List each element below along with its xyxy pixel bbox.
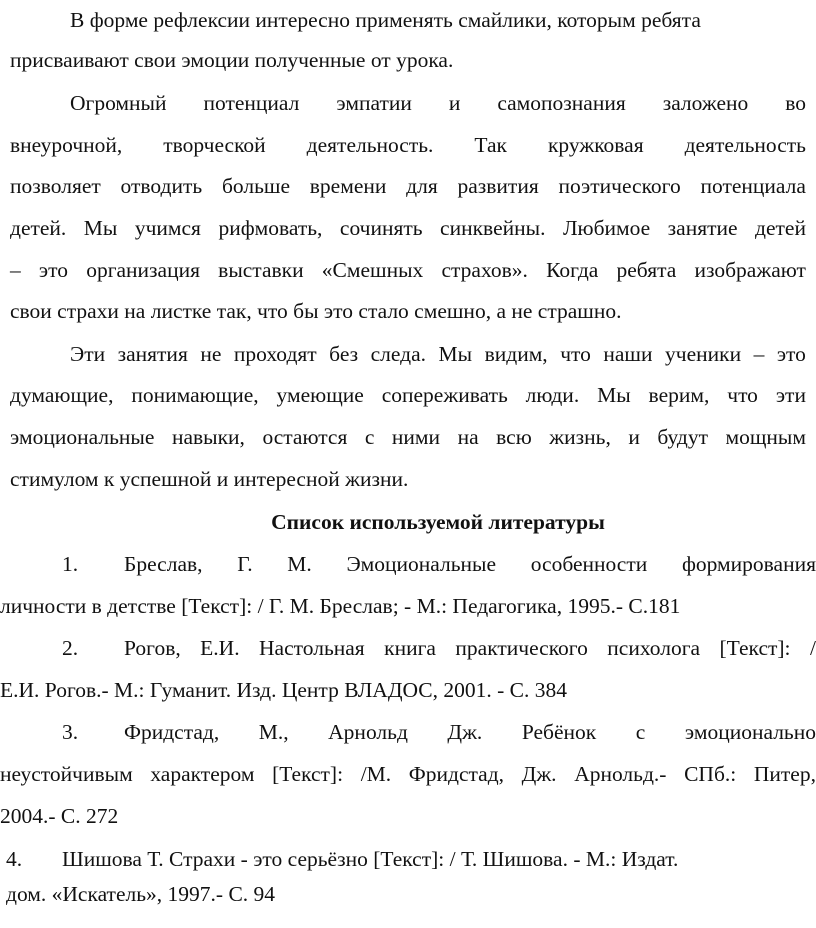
word: и (628, 425, 640, 449)
word: организация (86, 258, 200, 282)
word: ними (391, 425, 441, 449)
word: следа. (370, 342, 427, 366)
word: Когда (546, 258, 599, 282)
word: на (457, 425, 479, 449)
word: Любимое (562, 216, 651, 240)
word: что (560, 342, 591, 366)
word: больше (221, 174, 291, 198)
word: – (753, 342, 765, 366)
word: Дж. (447, 720, 483, 744)
word: учимся (134, 216, 201, 240)
word: творческой (163, 133, 266, 157)
word: развития (457, 174, 539, 198)
word: синквейны. (440, 216, 546, 240)
paragraph-line (10, 423, 806, 451)
word: ученики (665, 342, 742, 366)
reference-line (124, 718, 816, 746)
word: детей (755, 216, 806, 240)
word: Огромный (70, 91, 167, 115)
word: что (727, 383, 758, 407)
word: Арнольд (328, 720, 408, 744)
word: Арнольд.- (574, 762, 667, 786)
word: потенциала (700, 174, 806, 198)
word: выставки (218, 258, 304, 282)
word: М. (287, 552, 312, 576)
word: сочинять (339, 216, 423, 240)
word: это (776, 342, 806, 366)
reference-number: 3. (62, 720, 79, 744)
word: навыки, (171, 425, 245, 449)
reference-line: Шишова Т. Страхи - это серьёзно [Текст]: / Т. Шишова. - М.: Издат. (62, 847, 679, 871)
reference-line: личности в детстве [Текст]: / Г. М. Бреслав; - М.: Педагогика, 1995.- С.181 (0, 594, 681, 618)
word: эмпатии (336, 91, 412, 115)
word: эти (775, 383, 806, 407)
word: рифмовать, (218, 216, 323, 240)
word: Эмоциональные (346, 552, 497, 576)
word: неустойчивым (0, 762, 133, 786)
word: – (10, 258, 21, 282)
word: позволяет (10, 174, 101, 198)
word: видим, (484, 342, 548, 366)
word: занятия (117, 342, 188, 366)
paragraph-line: свои страхи на листке так, что бы это стало смешно, а не страшно. (10, 299, 622, 323)
word: для (406, 174, 438, 198)
word: практического (455, 636, 588, 660)
reference-line: дом. «Искатель», 1997.- С. 94 (6, 882, 276, 906)
word: СПб.: (684, 762, 737, 786)
word: Ребёнок (521, 720, 597, 744)
word: Е.И. (200, 636, 240, 660)
reference-line (124, 634, 816, 662)
word: М., (258, 720, 289, 744)
paragraph-line: В форме рефлексии интересно применять смайлики, которым ребята (70, 8, 701, 32)
word: детей. (10, 216, 67, 240)
word: характером (150, 762, 255, 786)
paragraph-line (70, 89, 806, 117)
word: формирования (681, 552, 816, 576)
word: самопознания (497, 91, 626, 115)
word: сопереживать (381, 383, 508, 407)
word: Так (474, 133, 507, 157)
word: с (364, 425, 375, 449)
reference-number: 1. (62, 552, 79, 576)
word: понимающие, (131, 383, 259, 407)
word: с (635, 720, 646, 744)
word: жизнь, (549, 425, 611, 449)
paragraph-line (10, 214, 806, 242)
word: не (200, 342, 222, 366)
word: изображают (694, 258, 806, 282)
word: эмоционально (684, 720, 816, 744)
paragraph-line (70, 340, 806, 368)
word: Мы (83, 216, 118, 240)
word: психолога (607, 636, 701, 660)
word: будут (657, 425, 708, 449)
word: [Текст]: (272, 762, 344, 786)
word: остаются (262, 425, 348, 449)
word: «Смешных (321, 258, 424, 282)
paragraph-line (10, 172, 806, 200)
word: верим, (648, 383, 710, 407)
references-heading: Список используемой литературы (271, 510, 605, 534)
reference-line: 2004.- С. 272 (0, 804, 119, 828)
word: книга (384, 636, 436, 660)
word: Мы (597, 383, 631, 407)
word: эмоциональные (10, 425, 155, 449)
word: времени (309, 174, 387, 198)
word: / (809, 636, 816, 660)
word: ребята (616, 258, 677, 282)
reference-line (0, 760, 816, 788)
word: деятельность (684, 133, 806, 157)
word: Фридстад, (408, 762, 505, 786)
word: это (38, 258, 69, 282)
word: особенности (530, 552, 648, 576)
word: внеурочной, (10, 133, 123, 157)
word: страхов». (441, 258, 528, 282)
word: Фридстад, (124, 720, 220, 744)
paragraph-line (10, 131, 806, 159)
word: всю (496, 425, 532, 449)
word: Питер, (753, 762, 816, 786)
word: отводить (120, 174, 203, 198)
word: [Текст]: (719, 636, 791, 660)
word: наши (603, 342, 653, 366)
reference-number: 4. (6, 847, 23, 871)
word: Настольная (259, 636, 365, 660)
word: думающие, (10, 383, 114, 407)
paragraph-line: стимулом к успешной и интересной жизни. (10, 467, 409, 491)
word: заложено (662, 91, 749, 115)
word: Рогов, (124, 636, 181, 660)
reference-line: Е.И. Рогов.- М.: Гуманит. Изд. Центр ВЛАДОС, 2001. - С. 384 (0, 678, 567, 702)
paragraph-line (10, 381, 806, 409)
word: Бреслав, (124, 552, 203, 576)
word: и (448, 91, 461, 115)
word: во (785, 91, 806, 115)
paragraph-line (10, 256, 806, 284)
word: без (329, 342, 359, 366)
reference-line (124, 550, 816, 578)
word: Дж. (521, 762, 557, 786)
word: проходят (233, 342, 317, 366)
word: потенциал (203, 91, 300, 115)
word: Мы (438, 342, 473, 366)
word: занятие (667, 216, 738, 240)
word: Г. (237, 552, 253, 576)
word: умеющие (276, 383, 364, 407)
word: мощным (725, 425, 806, 449)
word: люди. (525, 383, 580, 407)
paragraph-line: присваивают свои эмоции полученные от урока. (10, 48, 454, 72)
word: кружковая (547, 133, 644, 157)
word: /М. (360, 762, 392, 786)
word: поэтического (558, 174, 681, 198)
word: деятельность. (306, 133, 434, 157)
word: Эти (70, 342, 106, 366)
reference-number: 2. (62, 636, 79, 660)
